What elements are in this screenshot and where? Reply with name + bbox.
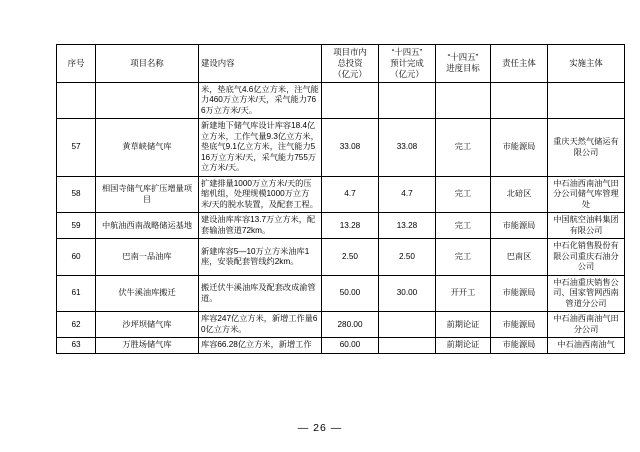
cell-responsible: 市能源局 xyxy=(491,338,548,354)
cell-seq: 58 xyxy=(57,176,96,213)
cell-seq: 61 xyxy=(57,275,96,312)
cell-implementer: 中国航空油料集团有限公司 xyxy=(548,213,625,239)
header-expected-line2: 预计完成 xyxy=(390,57,424,68)
cell-name: 巴南一品油库 xyxy=(96,239,199,276)
cell-implementer: 重庆天然气储运有限公司 xyxy=(548,119,625,177)
cell-responsible xyxy=(491,82,548,119)
cell-implementer xyxy=(548,82,625,119)
header-seq: 序号 xyxy=(57,45,96,83)
cell-responsible: 市能源局 xyxy=(491,213,548,239)
project-table xyxy=(56,44,625,354)
cell-seq: 60 xyxy=(57,239,96,276)
cell-desc: 搬迁伏牛溪油库及配套改成渝管道。 xyxy=(199,275,322,312)
cell-responsible: 北碚区 xyxy=(491,176,548,213)
cell-seq xyxy=(57,82,96,119)
cell-seq: 62 xyxy=(57,312,96,338)
cell-name: 相国寺储气库扩压增量项目 xyxy=(96,176,199,213)
cell-name: 沙坪坝储气库 xyxy=(96,312,199,338)
cell-desc: 新建地下储气库设计库容18.4亿立方米，工作气量9.3亿立方米，垫底气9.1亿立方米，注气能力516万立方米/天，采气能力755万立方米/天。 xyxy=(199,119,322,177)
cell-desc: 库容247亿立方米，新增工作量60亿立方米。 xyxy=(199,312,322,338)
cell-expected xyxy=(379,338,436,354)
cell-investment: 50.00 xyxy=(322,275,379,312)
cell-investment: 280.00 xyxy=(322,312,379,338)
cell-investment xyxy=(322,82,379,119)
cell-responsible: 市能源局 xyxy=(491,312,548,338)
cell-name xyxy=(96,82,199,119)
header-total-investment-line3: （亿元） xyxy=(333,68,367,79)
cell-desc: 库容66.28亿立方米，新增工作 xyxy=(199,338,322,354)
cell-name: 黄草峡储气库 xyxy=(96,119,199,177)
page-footer: — 26 — xyxy=(297,422,343,434)
cell-name: 万胜场储气库 xyxy=(96,338,199,354)
cell-implementer: 中石油西南油气田分公司 xyxy=(548,312,625,338)
cell-expected xyxy=(379,82,436,119)
cell-implementer: 中石油重庆销售公司、国家管网西南管道分公司 xyxy=(548,275,625,312)
cell-progress: 前期论证 xyxy=(436,312,491,338)
table-row-continued xyxy=(57,82,625,119)
header-project-name: 项目名称 xyxy=(96,45,199,83)
cell-seq: 63 xyxy=(57,338,96,354)
header-responsible: 责任主体 xyxy=(491,45,548,83)
cell-progress: 完工 xyxy=(436,119,491,177)
header-expected-line1: “十四五” xyxy=(391,47,423,57)
header-total-investment-line1: 项目市内 xyxy=(333,47,367,57)
header-implementer: 实施主体 xyxy=(548,45,625,83)
cell-responsible: 市能源局 xyxy=(491,119,548,177)
cell-progress: 开开工 xyxy=(436,275,491,312)
cell-expected: 13.28 xyxy=(379,213,436,239)
cell-implementer: 中石化销售股份有限公司重庆石油分公司 xyxy=(548,239,625,276)
table-row xyxy=(57,119,625,177)
cell-desc: 扩建排量1000万立方米/天的压缩机组，处理规模1000万立方米/天的脱水装置，及配套工程。 xyxy=(199,176,322,213)
cell-progress: 完工 xyxy=(436,176,491,213)
table-row xyxy=(57,275,625,312)
cell-investment: 60.00 xyxy=(322,338,379,354)
cell-investment: 4.7 xyxy=(322,176,379,213)
cell-expected: 33.08 xyxy=(379,119,436,177)
cell-investment: 2.50 xyxy=(322,239,379,276)
header-expected-completion xyxy=(379,45,436,83)
table-body xyxy=(57,82,625,353)
cell-desc: 米，垫底气4.6亿立方米，注气能力460万立方米/天，采气能力766万立方米/天。 xyxy=(199,82,322,119)
cell-expected: 2.50 xyxy=(379,239,436,276)
cell-progress xyxy=(436,82,491,119)
cell-seq: 59 xyxy=(57,213,96,239)
cell-expected: 30.00 xyxy=(379,275,436,312)
cell-investment: 33.08 xyxy=(322,119,379,177)
cell-progress: 完工 xyxy=(436,239,491,276)
cell-progress: 完工 xyxy=(436,213,491,239)
table-row xyxy=(57,239,625,276)
cell-progress: 前期论证 xyxy=(436,338,491,354)
cell-seq: 57 xyxy=(57,119,96,177)
cell-expected: 4.7 xyxy=(379,176,436,213)
cell-responsible: 巴南区 xyxy=(491,239,548,276)
header-total-investment xyxy=(322,45,379,83)
cell-name: 中航油西南战略储运基地 xyxy=(96,213,199,239)
cell-implementer: 中石油西南油气 xyxy=(548,338,625,354)
cell-expected xyxy=(379,312,436,338)
header-total-investment-line2: 总投资 xyxy=(337,57,363,68)
header-construction-content: 建设内容 xyxy=(199,45,322,83)
header-expected-line3: （亿元） xyxy=(390,68,424,79)
header-progress-target xyxy=(436,45,491,83)
cell-investment: 13.28 xyxy=(322,213,379,239)
cell-name: 伏牛溪油库搬迁 xyxy=(96,275,199,312)
table-row xyxy=(57,176,625,213)
cell-responsible: 市能源局 xyxy=(491,275,548,312)
cell-desc: 新建库容5—10万立方米油库1座，安装配套管线约2km。 xyxy=(199,239,322,276)
table-header xyxy=(57,45,625,83)
table-row xyxy=(57,213,625,239)
table-row xyxy=(57,312,625,338)
header-progress-line1: “十四五” xyxy=(447,52,479,63)
cell-desc: 建设油库库容13.7万立方米，配套输油管道72km。 xyxy=(199,213,322,239)
table-row xyxy=(57,338,625,354)
header-row xyxy=(57,45,625,83)
header-progress-line2: 进度目标 xyxy=(446,63,480,74)
cell-implementer: 中石油西南油气田分公司储气库管理处 xyxy=(548,176,625,213)
